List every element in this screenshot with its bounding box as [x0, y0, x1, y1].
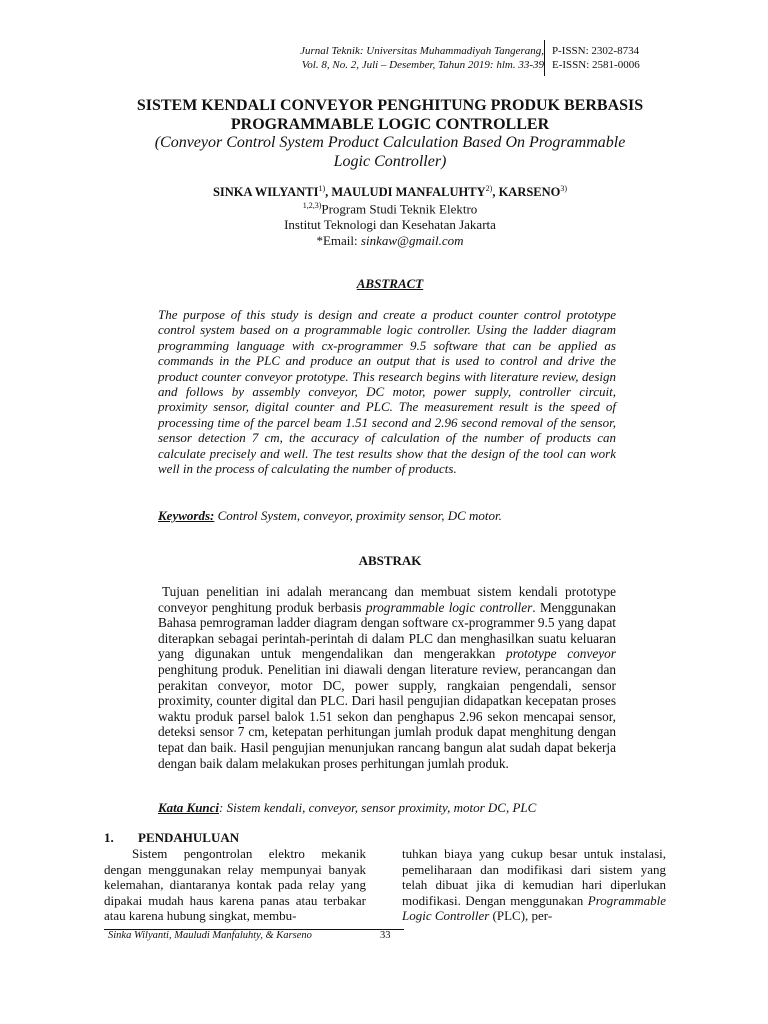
author-3-sup: 3): [560, 184, 568, 193]
subtitle-line-2: Logic Controller): [333, 153, 447, 170]
footer-authors: Sinka Wilyanti, Mauludi Manfaluhty, & Karseno: [108, 930, 312, 941]
body-right-italic: Programmable Logic Controller: [402, 892, 666, 924]
abstrak-heading: ABSTRAK: [358, 553, 422, 568]
author-2-sup: 2): [485, 184, 493, 193]
section-heading: [104, 830, 239, 846]
kata-kunci: [158, 800, 616, 816]
page-number: 33: [380, 930, 391, 941]
affil-sup: 1,2,3): [302, 201, 322, 210]
abstrak-part-3: penghitung produk. Penelitian ini diawali dengan literature review, perancangan dan perakitan conveyor, motor DC, power supply, rangkaian pengendali, sensor proximity, counter digital dan PLC. Dari hasil pengujian didapatkan kecepatan proses waktu produk parsel balok 1.51 sekon dan penghapus 2.96 sekon mencapai sensor, deteksi sensor 7 cm, ketepatan perhitungan jumlah produk dapat menghitung dengan tepat dan baik. Hasil pengujian menunjukan rancang bangun alat sudah dapat bekerja dengan baik dalam melakukan proses perhitungan jumlah produk.: [158, 661, 616, 771]
section-number: 1.: [104, 830, 114, 845]
journal-line-2: Vol. 8, No. 2, Juli – Desember, Tahun 2019: hlm. 33-39: [301, 59, 544, 71]
keywords-label: Keywords:: [158, 508, 215, 523]
issn-block: [552, 44, 640, 72]
title-line-2: PROGRAMMABLE LOGIC CONTROLLER: [230, 116, 550, 133]
keywords-list: Control System, conveyor, proximity sensor, DC motor.: [214, 508, 502, 523]
journal-citation: [300, 44, 544, 72]
affiliation: [80, 198, 700, 249]
author-1: SINKA WILYANTI: [212, 185, 319, 200]
journal-line-1: Jurnal Teknik: Universitas Muhammadiyah Tangerang,: [300, 45, 544, 57]
author-3: , KARSENO: [492, 185, 561, 200]
abstrak-part-1: Tujuan penelitian ini adalah merancang dan membuat sistem kendali prototype conveyor penghitung produk berbasis: [158, 584, 616, 615]
body-right-part-1: tuhkan biaya yang cukup besar untuk instalasi, pemeliharaan dan modifikasi dari sistem yang telah dibuat jika di kemudian hari diperlukan modifikasi. Dengan menggunakan: [402, 846, 666, 908]
body-column-right: [402, 846, 666, 924]
keywords: [158, 508, 616, 524]
abstract-text: The purpose of this study is design and create a product counter control prototype control system based on a programmable logic controller. Using the ladder diagram programming language with cx-programmer 9.5 software that can be applied as commands in the PLC and produce an output that is used to control and drive the product counter conveyor prototype. This research begins with literature review, design and follows by assembly conveyor, DC motor, power supply, controller circuit, proximity sensor, digital counter and PLC. The measurement result is the speed of processing time of the parcel beam 1.51 second and 2.96 second removal of the sensor, sensor detection 7 cm, the accuracy of calculation of the number of products can calculate precisely and well. The test results show that the design of the tool can work well in the process of calculating the number of products.: [158, 307, 616, 477]
section-title: PENDAHULUAN: [138, 830, 240, 845]
affil-program: Program Studi Teknik Elektro: [321, 201, 478, 217]
abstrak-italic-2: prototype conveyor: [506, 646, 616, 662]
abstrak-part-2: . Menggunakan Bahasa pemrograman ladder diagram dengan software cx-programmer 9.5 yang dapat diterapkan sebagai perintah-perintah di dalam PLC dan menghasilkan suatu keluaran yang digunakan untuk mengendalikan dan mengerakkan: [158, 599, 617, 662]
abstrak-italic-1: programmable logic controller: [365, 599, 533, 615]
email-link[interactable]: sinkaw@gmail.com: [360, 233, 464, 249]
body-right-part-2: (PLC), per-: [489, 908, 553, 924]
kata-kunci-list: : Sistem kendali, conveyor, sensor proximity, motor DC, PLC: [219, 800, 537, 815]
title-line-1: SISTEM KENDALI CONVEYOR PENGHITUNG PRODUK BERBASIS: [136, 97, 644, 114]
affil-institute: Institut Teknologi dan Kesehatan Jakarta: [284, 217, 496, 233]
subtitle-line-1: (Conveyor Control System Product Calculation Based On Programmable: [154, 134, 626, 151]
abstrak-text: [158, 584, 616, 771]
pissn: P-ISSN: 2302-8734: [552, 45, 640, 57]
author-1-sup: 1): [318, 184, 326, 193]
kata-kunci-label: Kata Kunci: [158, 800, 220, 815]
email-label: *Email:: [316, 233, 361, 249]
abstract-heading: [80, 276, 700, 292]
author-2: , MAULUDI MANFALUHTY: [325, 185, 486, 200]
paper-title: [80, 96, 700, 134]
eissn: E-ISSN: 2581-0006: [552, 59, 640, 71]
body-column-left: [104, 846, 366, 924]
header-divider: [544, 40, 545, 76]
body-paragraph-left: Sistem pengontrolan elektro mekanik dengan menggunakan relay mempunyai banyak kelemahan, diantaranya kontak pada relay yang dipakai mudah haus karena panas atau terbakar atau karena hubung singkat, membu-: [104, 846, 366, 924]
paper-subtitle: [80, 133, 700, 171]
abstract-heading-text: ABSTRACT: [356, 276, 424, 291]
